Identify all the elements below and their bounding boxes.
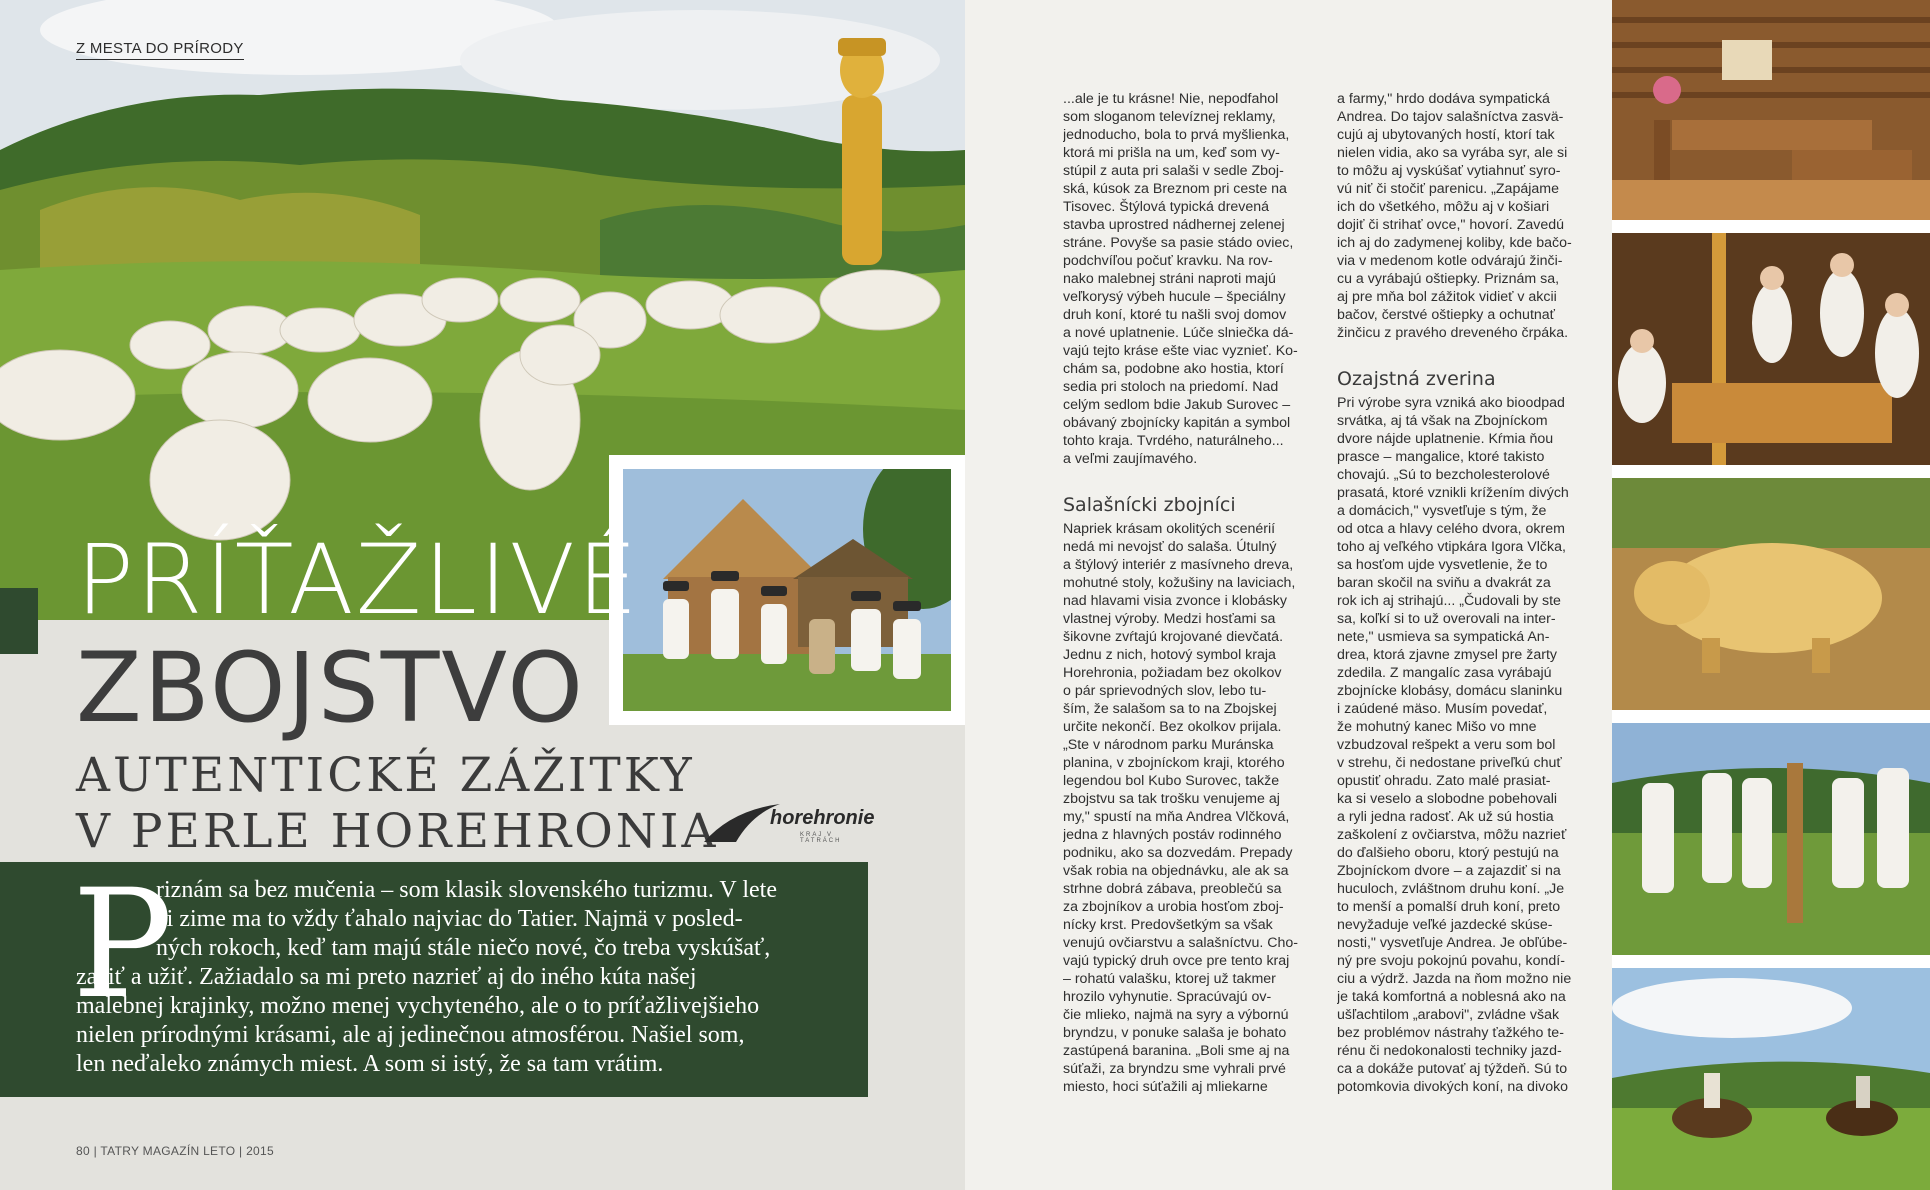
text-line: Tisovec. Štýlová typická drevená (1063, 199, 1270, 215)
text-line: Zbojníckom dvore – a zajazdiť si na (1337, 863, 1561, 879)
text-line: miesto, hoci súťažili aj mliekarne (1063, 1079, 1268, 1095)
text-line: to menší a pomalší druh koní, preto (1337, 899, 1561, 915)
intro-paragraph (76, 876, 832, 1079)
text-line: nielen vidia, ako sa vyrába syr, ale si (1337, 145, 1568, 161)
text-line: som sloganom televíznej reklamy, (1063, 109, 1276, 125)
text-column-2 (1337, 90, 1575, 1096)
text-line: hrozilo vyhynutie. Spracúvajú ov- (1063, 989, 1272, 1005)
text-line: toho aj veľkého vtipkára Igora Vlčka, (1337, 539, 1566, 555)
text-line: obávaný zbojnícky kapitán a symbol (1063, 415, 1291, 431)
text-line: vzbudzoval rešpekt a veru som bol (1337, 737, 1556, 753)
drop-cap: P (72, 858, 173, 1032)
text-line: strhne dobrá zábava, preoblečú sa (1063, 881, 1282, 897)
text-line: planina, v zbojníckom kraji, ktorého (1063, 755, 1285, 771)
text-line: a nové uplatnenie. Lúče slniečka dá- (1063, 325, 1294, 341)
text-line: ný pre svoju pokojnú povahu, kondí- (1337, 953, 1565, 969)
text-line: i zaúdené mäso. Musím povedať, (1337, 701, 1548, 717)
text-line: a farmy," hrdo dodáva sympatická (1337, 91, 1550, 107)
text-line: vlastnej výroby. Medzi hosťami sa (1063, 611, 1276, 627)
text-line: srvátka, aj tá však na Zbojníckom (1337, 413, 1548, 429)
text-line: šikovne zvŕtajú krojované dievčatá. (1063, 629, 1284, 645)
text-line: dvore nájde uplatnenie. Kŕmia ňou (1337, 431, 1554, 447)
text-line: nako malebnej stráni naproti majú (1063, 271, 1276, 287)
text-line: a ryli jedna radosť. Ak už sú hostia (1337, 809, 1554, 825)
text-line: my," spustí na mňa Andrea Vlčková, (1063, 809, 1290, 825)
text-line: Andrea. Do tajov salašníctva zasvä- (1337, 109, 1564, 125)
text-line: ka si veselo a slobodne pobehovali (1337, 791, 1558, 807)
subtitle (76, 748, 718, 860)
text-line: zastúpená baranina. „Boli sme aj na (1063, 1043, 1290, 1059)
text-line: via v medenom kotle odvárajú žinči- (1337, 253, 1563, 269)
intro-line: malebnej krajinky, možno menej vychyteného, ale o to príťažlivejšieho (76, 993, 760, 1019)
text-line: huculoch, zvláštnom druhu koní. „Je (1337, 881, 1565, 897)
text-line: od otca a hlavy celého dvora, okrem (1337, 521, 1565, 537)
text-line: potomkovia divokých koní, na divoko (1337, 1079, 1569, 1095)
text-line: tohto kraja. Tvrdého, naturálneho... (1063, 433, 1284, 449)
intro-line: riznám sa bez mučenia – som klasik slovenského turizmu. V lete (156, 877, 777, 903)
section-label: Z MESTA DO PRÍRODY (76, 40, 244, 60)
intro-line: či zime ma to vždy ťahalo najviac do Tatier. Najmä v posled- (156, 906, 743, 932)
text-line: Jednu z nich, hotový symbol kraja (1063, 647, 1276, 663)
subtitle-line: AUTENTICKÉ ZÁŽITKY (76, 748, 695, 803)
intro-line: len neďaleko známych miest. A som si istý, že sa tam vrátim. (76, 1051, 664, 1077)
text-line: súťaži, za bryndzu sme vyhrali prvé (1063, 1061, 1286, 1077)
text-line: jedna z hlavných postáv rodinného (1063, 827, 1282, 843)
text-line: baran skočil na sviňu a dvakrát za (1337, 575, 1551, 591)
text-line: vú niť či stočiť parenicu. „Zapájame (1337, 181, 1559, 197)
text-column-1 (1063, 90, 1301, 1096)
text-line: Horehronia, požiadam bez okolkov (1063, 665, 1282, 681)
text-line: v strehu, či nedostane priveľkú chuť (1337, 755, 1562, 771)
text-line: za zbojníkov a urobia hosťom zboj- (1063, 899, 1284, 915)
text-line: ca a dokáže putovať aj týždeň. Sú to (1337, 1061, 1568, 1077)
paragraph-continuation (1337, 90, 1575, 342)
text-line: chovajú. „Sú to bezcholesterolové (1337, 467, 1550, 483)
text-line: žinčicu z pravého dreveného črpáka. (1337, 325, 1569, 341)
text-line: celým sedlom bdie Jakub Surovec – (1063, 397, 1291, 413)
text-line: rénu či nedokonalosti techniky jazd- (1337, 1043, 1562, 1059)
text-line: nícky krst. Predovšetkým sa však (1063, 917, 1273, 933)
text-line: ...ale je tu krásne! Nie, nepodfahol (1063, 91, 1279, 107)
text-line: nete," usmieva sa sympatická An- (1337, 629, 1550, 645)
photo-salas-interior (1612, 0, 1930, 220)
text-line: jednoducho, bola to prvá myšlienka, (1063, 127, 1290, 143)
text-line: ušľachtilom „arabovi", zvládne však (1337, 1007, 1560, 1023)
inset-photo-zbojnici-group (623, 469, 951, 711)
text-line: to môžu aj vyskúšať vytiahnuť syro- (1337, 163, 1561, 179)
intro-line: zažiť a užiť. Zažiadalo sa mi preto nazrieť aj do iného kúta našej (76, 964, 697, 990)
text-line: prasce – mangalice, ktoré takisto (1337, 449, 1545, 465)
intro-line: ných rokoch, keď tam majú stále niečo nové, čo treba vyskúšať, (156, 935, 771, 961)
paragraph-salasnicki (1063, 520, 1301, 1096)
text-line: zbojstvu sa tak trošku venujeme aj (1063, 791, 1280, 807)
text-line: cu a vyrábajú oštiepky. Priznám sa, (1337, 271, 1560, 287)
green-marker-bar (0, 588, 38, 654)
page-footer: 80 | TATRY MAGAZÍN LETO | 2015 (76, 1144, 274, 1158)
text-line: sedia pri stoloch na priedomí. Nad (1063, 379, 1279, 395)
text-line: veľkorysý výbeh hucule – špeciálny (1063, 289, 1286, 305)
horehronie-logo (702, 800, 875, 846)
text-line: a domácich," vysvetľuje s tým, že (1337, 503, 1547, 519)
text-line: zaškolení z ovčiarstva, môžu nazrieť (1337, 827, 1567, 843)
text-line: legendou bol Kubo Surovec, takže (1063, 773, 1280, 789)
text-line: ším, že salašom sa to na Zbojskej (1063, 701, 1277, 717)
subtitle-line: V PERLE HOREHRONIA (76, 804, 719, 859)
intro-box (0, 858, 868, 1097)
text-line: je taká komfortná a noblesná ako na (1337, 989, 1566, 1005)
text-line: vajú tejto kráse ešte viac vyznieť. Ko- (1063, 343, 1298, 359)
intro-line: nielen prírodnými krásami, ale aj jedinečnou atmosférou. Našiel som, (76, 1022, 745, 1048)
text-line: venujú ovčiarstvu a salašníctvu. Cho- (1063, 935, 1298, 951)
logo-wordmark: horehronie (770, 807, 875, 829)
text-line: aj pre mňa bol zážitok vidieť v akcii (1337, 289, 1557, 305)
text-line: opustiť ohradu. Zato malé prasiat- (1337, 773, 1551, 789)
text-line: sa, koľkí si to už overovali na inter- (1337, 611, 1556, 627)
text-line: – rohatú valašku, ktorej už takmer (1063, 971, 1276, 987)
text-line: stúpil z auta pri salaši v sedle Zboj- (1063, 163, 1284, 179)
photo-horse-riders (1612, 968, 1930, 1190)
text-line: rok ich aj strihajú... „Čudovali by ste (1337, 593, 1561, 609)
text-line: že mohutný kanec Mišo vo mne (1337, 719, 1537, 735)
text-line: bez problémov nástrahy ťažkého te- (1337, 1025, 1564, 1041)
text-line: podchvíľou počuť kravku. Na rov- (1063, 253, 1273, 269)
section-heading: Salašnícki zbojníci (1063, 494, 1236, 516)
photo-strip (1612, 0, 1930, 1190)
photo-zbojnici-dance (1612, 723, 1930, 955)
text-line: stráne. Povyše sa pasie stádo oviec, (1063, 235, 1294, 251)
text-line: druh koní, ktoré tu našli svoj domov (1063, 307, 1287, 323)
text-line: ich do všetkého, môžu aj v košiari (1337, 199, 1550, 215)
section-heading: Ozajstná zverina (1337, 368, 1496, 390)
text-line: Pri výrobe syra vzniká ako bioodpad (1337, 395, 1565, 411)
text-line: zdedila. Z mangalíc zasa vyrábajú (1337, 665, 1552, 681)
text-line: sa hosťom ujde vysvetlenie, že to (1337, 557, 1548, 573)
text-line: do ďalšieho oboru, ktorý pestujú na (1337, 845, 1559, 861)
photo-musicians-party (1612, 233, 1930, 465)
photo-mangalica-pig (1612, 478, 1930, 710)
text-line: ciu a výdrž. Jazda na ňom možno nie (1337, 971, 1572, 987)
text-line: nad hlavami visia zvonce i klobásky (1063, 593, 1287, 609)
text-line: bryndzu, v ponuke salaša je bohato (1063, 1025, 1287, 1041)
text-line: prasatá, ktoré vznikli krížením divých (1337, 485, 1569, 501)
text-line: cujú aj ubytovaných hostí, ktorí tak (1337, 127, 1555, 143)
text-line: Napriek krásam okolitých scenérií (1063, 521, 1276, 537)
text-line: a veľmi zaujímavého. (1063, 451, 1198, 467)
text-line: ská, kúsok za Breznom pri ceste na (1063, 181, 1287, 197)
text-line: ktorá mi prišla na um, keď som vy- (1063, 145, 1280, 161)
headline-line-1: PRÍŤAŽLIVÉ (76, 524, 640, 636)
paragraph-zverina (1337, 394, 1575, 1096)
paragraph-intro (1063, 90, 1301, 468)
text-line: ich aj do zadymenej koliby, kde bačo- (1337, 235, 1572, 251)
text-line: dojiť či strihať ovce," hovorí. Zavedú (1337, 217, 1565, 233)
text-line: nevyžaduje veľké jazdecké skúse- (1337, 917, 1553, 933)
inset-photo-frame (609, 455, 965, 725)
text-line: „Ste v národnom parku Muránska (1063, 737, 1274, 753)
headline-line-2: ZBOJSTVO (76, 632, 585, 744)
text-line: chám sa, podobne ako hostia, ktorí (1063, 361, 1284, 377)
logo-tagline: KRAJ V TATRÁCH (800, 832, 842, 844)
text-line: stavba uprostred nádhernej zelenej (1063, 217, 1285, 233)
text-line: podniku, ako sa dozvedám. Prepady (1063, 845, 1293, 861)
text-line: a štýlový interiér z masívneho dreva, (1063, 557, 1294, 573)
text-line: vajú typický druh ovce pre tento kraj (1063, 953, 1290, 969)
text-line: však robia na objednávku, ale ak sa (1063, 863, 1289, 879)
text-line: mohutné stoly, kožušiny na laviciach, (1063, 575, 1296, 591)
text-line: zbojnícke klobásy, domácu slaninku (1337, 683, 1563, 699)
text-line: bačov, čerstvé oštiepky a ochutnať (1337, 307, 1555, 323)
text-line: určite nekončí. Bez okolkov prijala. (1063, 719, 1282, 735)
text-line: čie mlieko, najmä na syry a výbornú (1063, 1007, 1289, 1023)
text-line: o pár sprievodných slov, lebo tu- (1063, 683, 1267, 699)
text-line: drea, ktorá zjavne zmysel pre žarty (1337, 647, 1557, 663)
text-line: nosti," vysvetľuje Andrea. Je obľúbe- (1337, 935, 1568, 951)
text-line: nedá mi nevojsť do salaša. Útulný (1063, 539, 1277, 555)
